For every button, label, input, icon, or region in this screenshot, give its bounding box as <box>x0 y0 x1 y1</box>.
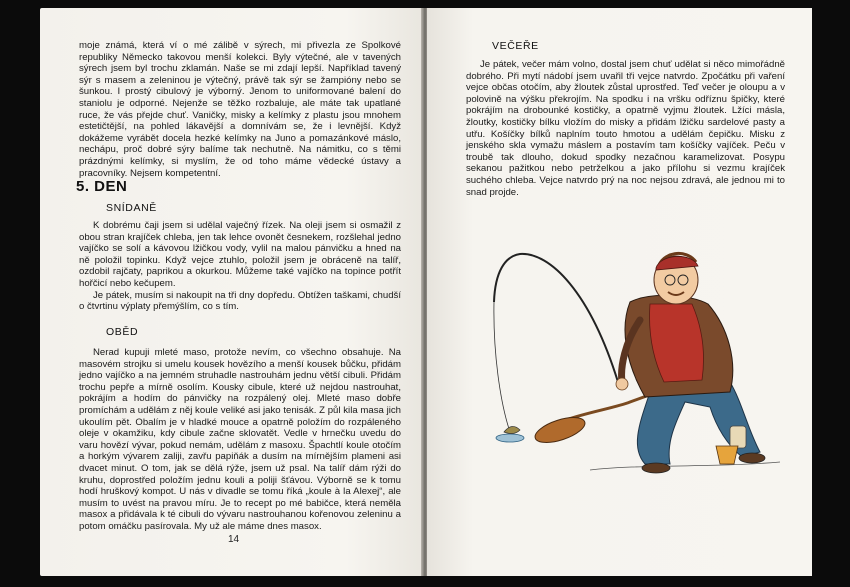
breakfast-section <box>79 220 401 313</box>
fishing-rod <box>494 254 618 382</box>
breakfast-heading: SNÍDANĚ <box>106 202 157 214</box>
intro-paragraph <box>79 40 401 179</box>
breakfast-paragraph-2: Je pátek, musím si nakoupit na tři dny dopředu. Obtížen taškami, chudší o čtvrtinu výplaty přemýšlím, co s tím. <box>79 289 401 313</box>
chapter-title: 5. DEN <box>76 178 128 195</box>
water-splash <box>496 434 524 442</box>
fishing-line <box>494 302 510 432</box>
left-shoe <box>642 463 670 473</box>
paddle-blade <box>532 412 588 447</box>
right-shoe <box>739 453 765 463</box>
bucket <box>716 446 738 464</box>
dinner-heading: VEČEŘE <box>492 40 539 52</box>
breakfast-paragraph-1: K dobrému čaji jsem si udělal vaječný řízek. Na oleji jsem si osmažil z obou stran krajíček chleba, jen tak lehce ovonět česnekem, rozšlehal jedno vajíčko se solí a kávovou lžičkou vody, vylil na malou pánvičku a hned na ně položil topinku. Když vejce ztuhlo, položil jsem je obráceně na talíř, ozdobil rajčaty, paprikou a okurkou. Můžeme také vajíčko na topince potřít hořčicí nebo kečupem. <box>79 220 401 289</box>
jar <box>730 426 746 448</box>
lunch-heading: OBĚD <box>106 326 139 338</box>
fisherman-illustration <box>480 232 790 482</box>
intro-text: moje známá, která ví o mé zálibě v sýrech, mi přivezla ze Spolkové republiky Německo takovou menší kolekci. Byly výtečné, ale v tavených sýrech jsem byl trochu zklamán. Naše se mi zdají lepší. Například tavený sýr s masem a zeleninou je výtečný, právě tak sýr se žampióny nebo se šunkou. I prostý cibulový je výborný. Jenom to uniformované balení do staniolu je odporné. Nejenže se těžko rozbaluje, ale máte tak upatlané ruce, že vás přejde chuť. Vaničky, misky a kelímky z plastu jsou mnohem estetičtější, na pohled lákavější a domnívám se, že i levnější. Když dokážeme vyrábět docela hezké kelímky na Juno a pomazánkové máslo, nechápu, proč dobré sýry balíme tak nechutně. Na námitku, co s těmi prázdnými kelímky, si myslím, že od toho máme vědecké ústavy a pracovníky. Nejsem kompetentní. <box>79 40 401 179</box>
dinner-paragraph: Je pátek, večer mám volno, dostal jsem chuť udělat si něco mimořádně dobrého. Při mytí nádobí jsem uvařil tři vejce natvrdo. Zpočátku při vaření vejce občas otočím, aby žloutek zůstal uprostřed. Teď večer je oloupu a v polovině na výšku překrojím. Na spodku i na vršku odříznu špičky, které pokrájím na drobounké kostičky, a opatrně vyjmu žloutek. Lžíci másla, žloutky, kostičky bílku vložím do misky a přidám lžičku sardelové pasty a utřu. Košíčky bílků naplním touto hmotou a udělám čepičku. Misku z jenského skla vymažu máslem a postavím tam košíčky vajíček. Peču v troubě tak dlouho, dokud spodky nezačnou karamelizovat. Posypu sekanou pažitkou nebo petrželkou a jako přílohu si vezmu krajíček suchého chleba. Vejce natvrdo prý na noc nejsou zdravá, ale jednou mi to snad projde. <box>466 59 785 198</box>
hand <box>616 378 628 390</box>
page-number: 14 <box>228 534 240 545</box>
dinner-section <box>466 59 785 198</box>
lunch-paragraph: Nerad kupuji mleté maso, protože nevím, co všechno obsahuje. Na masovém strojku si umelu kousek hovězího a menší kousek bůčku, přidám jedno vajíčko a na jemném struhadle nastrouhám jednu větší cibuli. Přidám trochu pepře a mírně osolím. Kousky cibule, které už nejdou nastrouhat, pokrájím a hodím do pánvičky na rozpálený olej. Mleté maso dobře promíchám a udělám z něj koule veliké asi jako tenisák. Z půl kila masa jich ukoulím pět. Obalím je v hladké mouce a opatrně položím do rozpáleného oleje v okamžiku, kdy cibule začne sklovatět. Vedle v hrnečku uvedu do varu hovězí vývar, pokud nemám, udělám z masoxu. Špachtlí koule otočím a horkým vývarem zaliji, zavřu papiňák a dusím na mírnějším plameni asi dvacet minut. O tom, jak se dělá rýže, jsem už psal. Na talíř dám rýži do kruhu, doprostřed položím jednu kouli a poliji šťávou. Výborně se k tomu hodí hruškový kompot. U nás v divadle se tomu říká „koule à la Alexej“, ale musím to uvést na pravou míru. Je to recept po mé babičce, která neměla masox a přidávala k té cibuli do vývaru nastrouhanou kořenovou zeleninu a potom omáčku pasírovala. My už ale máme dnes masox. <box>79 347 401 532</box>
fish-icon <box>504 426 520 433</box>
lunch-section <box>79 347 401 533</box>
